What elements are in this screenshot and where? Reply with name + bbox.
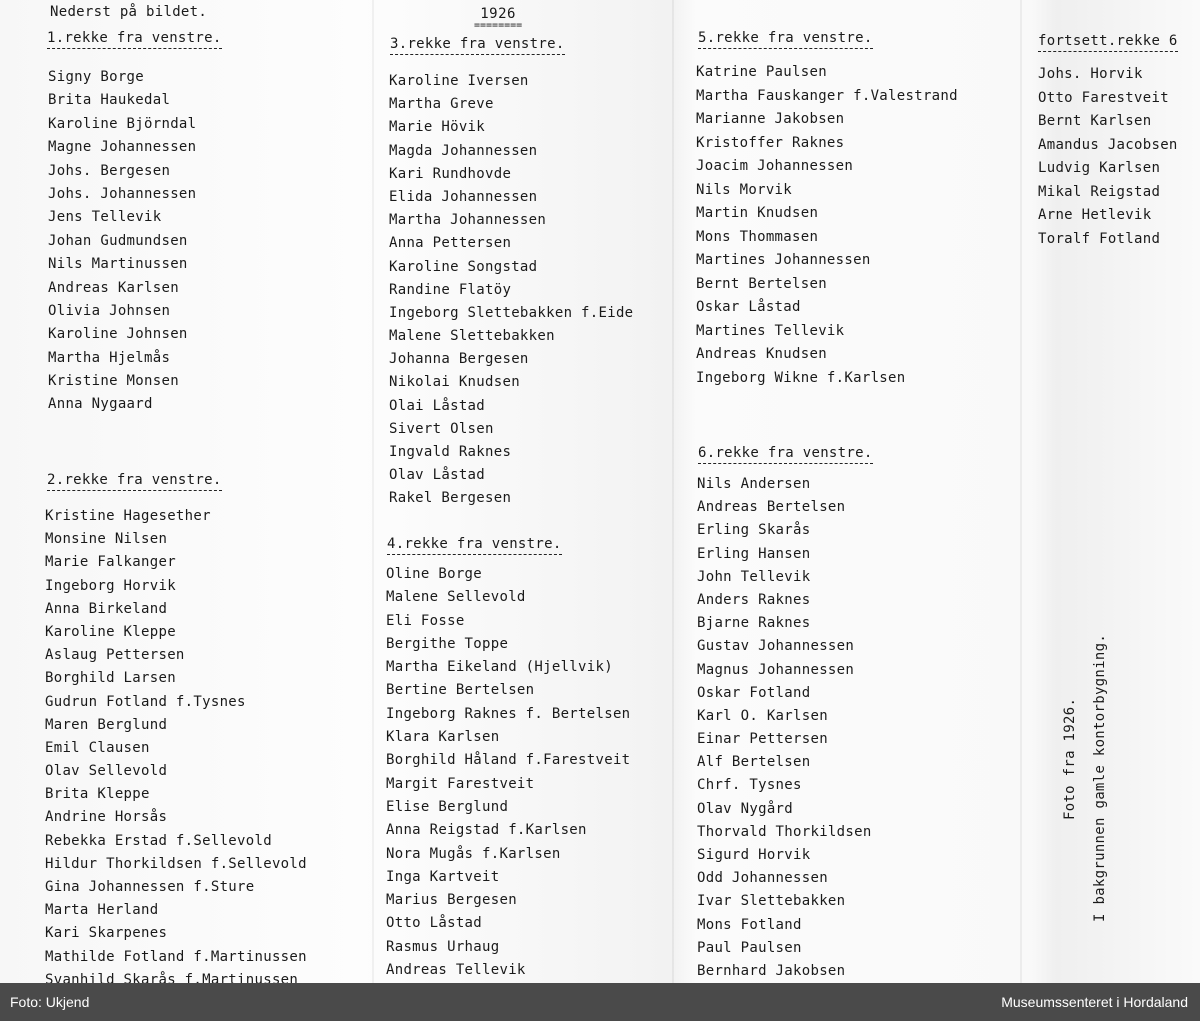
person-name: Bjarne Raknes xyxy=(697,615,811,632)
person-name: Nikolai Knudsen xyxy=(389,374,520,391)
person-name: Elida Johannessen xyxy=(389,188,538,205)
person-name: Sigurd Horvik xyxy=(697,847,811,863)
person-name: Chrf. Tysnes xyxy=(697,777,802,794)
person-name: Olav Låstad xyxy=(389,467,486,484)
person-name: Nils Andersen xyxy=(697,476,811,492)
person-name: Anders Raknes xyxy=(697,591,811,608)
person-name: Randine Flatöy xyxy=(389,281,512,298)
person-name: Borghild Håland f.Farestveit xyxy=(386,752,631,769)
name-list-row-3 xyxy=(389,73,633,514)
person-name: Marie Falkanger xyxy=(45,554,176,571)
person-name: Brita Haukedal xyxy=(48,92,171,109)
person-name: Karl O. Karlsen xyxy=(697,707,828,724)
person-name: Magda Johannessen xyxy=(389,142,538,159)
person-name: Joacim Johannessen xyxy=(696,158,854,174)
person-name: Mons Thommasen xyxy=(696,228,819,245)
person-name: Karoline Björndal xyxy=(48,115,197,132)
person-name: Kari Skarpenes xyxy=(45,925,168,942)
person-name: Ingeborg Horvik xyxy=(45,577,176,594)
row-heading-1: 1.rekke fra venstre. xyxy=(47,30,222,46)
person-name: Magnus Johannessen xyxy=(697,661,855,678)
person-name: Brita Kleppe xyxy=(45,786,150,803)
person-name: Eli Fosse xyxy=(386,612,465,629)
person-name: Martha Hjelmås xyxy=(48,349,171,366)
person-name: Andreas Knudsen xyxy=(696,346,827,362)
person-name: Martines Johannessen xyxy=(696,252,871,268)
person-name: Ingeborg Wikne f.Karlsen xyxy=(696,369,906,386)
person-name: Margit Farestveit xyxy=(386,775,535,792)
person-name: Kristine Hagesether xyxy=(45,508,211,524)
name-list-row-6 xyxy=(697,476,872,983)
person-name: Johan Gudmundsen xyxy=(48,232,188,249)
person-name: Andreas Bertelsen xyxy=(697,499,846,516)
person-name: Inga Kartveit xyxy=(386,868,500,885)
person-name: Rakel Bergesen xyxy=(389,490,512,507)
person-name: Marie Hövik xyxy=(389,119,486,136)
photo-credit: Foto: Ukjend xyxy=(10,994,90,1010)
person-name: Johs. Bergesen xyxy=(48,162,171,179)
person-name: Martines Tellevik xyxy=(696,322,845,339)
person-name: Martha Eikeland (Hjellvik) xyxy=(386,659,613,676)
person-name: Otto Låstad xyxy=(386,915,483,932)
person-name: Karoline Songstad xyxy=(389,258,538,275)
fold-line xyxy=(672,0,674,983)
fold-line xyxy=(372,0,374,983)
person-name: Mons Fotland xyxy=(697,916,802,933)
person-name: Karoline Johnsen xyxy=(48,326,188,343)
person-name: Paul Paulsen xyxy=(697,939,802,956)
person-name: Gudrun Fotland f.Tysnes xyxy=(45,693,246,710)
person-name: Olivia Johnsen xyxy=(48,302,171,319)
person-name: Sivert Olsen xyxy=(389,420,494,437)
intro-text: Nederst på bildet. xyxy=(50,4,208,20)
person-name: Ludvig Karlsen xyxy=(1038,160,1161,176)
year-underline: ======== xyxy=(474,20,523,31)
person-name: Borghild Larsen xyxy=(45,670,176,687)
person-name: Johs. Johannessen xyxy=(48,185,197,202)
person-name: Kari Rundhovde xyxy=(389,165,512,182)
person-name: Nora Mugås f.Karlsen xyxy=(386,845,561,862)
person-name: Mikal Reigstad xyxy=(1038,183,1161,200)
person-name: Anna Birkeland xyxy=(45,600,168,617)
row-heading-5: 5.rekke fra venstre. xyxy=(698,30,873,46)
person-name: Kristine Monsen xyxy=(48,373,179,390)
year-heading xyxy=(474,6,522,30)
person-name: Erling Skarås xyxy=(697,522,811,539)
person-name: Signy Borge xyxy=(48,69,145,85)
person-name: Otto Farestveit xyxy=(1038,89,1169,106)
background-note: I bakgrunnen gamle kontorbygning. xyxy=(1092,633,1108,922)
person-name: Bernt Bertelsen xyxy=(696,275,827,292)
person-name: Rebekka Erstad f.Sellevold xyxy=(45,832,272,849)
person-name: Arne Hetlevik xyxy=(1038,207,1152,223)
person-name: Oline Borge xyxy=(386,566,483,582)
person-name: Einar Pettersen xyxy=(697,731,828,748)
person-name: Erling Hansen xyxy=(697,545,811,562)
person-name: Marianne Jakobsen xyxy=(696,111,845,127)
person-name: Martha Fauskanger f.Valestrand xyxy=(696,87,958,104)
person-name: Olai Låstad xyxy=(389,397,486,414)
footer-bar xyxy=(0,983,1200,1021)
person-name: Maren Berglund xyxy=(45,716,168,733)
person-name: Svanhild Skarås f.Martinussen xyxy=(45,971,299,983)
person-name: Karoline Kleppe xyxy=(45,623,176,640)
person-name: Malene Sellevold xyxy=(386,589,526,606)
person-name: Jens Tellevik xyxy=(48,209,162,226)
person-name: Odd Johannessen xyxy=(697,870,828,887)
row-heading-6-continued: fortsett.rekke 6 xyxy=(1038,33,1178,49)
name-list-row-6-continued xyxy=(1038,66,1178,254)
person-name: Amandus Jacobsen xyxy=(1038,136,1178,153)
person-name: Andreas Karlsen xyxy=(48,279,179,296)
person-name: Gina Johannessen f.Sture xyxy=(45,879,255,895)
person-name: Malene Slettebakken xyxy=(389,328,555,345)
person-name: Rasmus Urhaug xyxy=(386,938,500,955)
row-heading-4: 4.rekke fra venstre. xyxy=(387,536,562,552)
person-name: Martha Johannessen xyxy=(389,212,547,229)
row-heading-2: 2.rekke fra venstre. xyxy=(47,472,222,488)
person-name: John Tellevik xyxy=(697,568,811,585)
photo-year-note: Foto fra 1926. xyxy=(1062,697,1078,820)
person-name: Thorvald Thorkildsen xyxy=(697,823,872,840)
person-name: Ingeborg Slettebakken f.Eide xyxy=(389,304,634,321)
year-text: 1926 xyxy=(480,6,516,22)
person-name: Kristoffer Raknes xyxy=(696,134,845,151)
person-name: Elise Berglund xyxy=(386,798,509,815)
institution-name: Museumssenteret i Hordaland xyxy=(1001,994,1188,1010)
person-name: Martin Knudsen xyxy=(696,205,819,221)
person-name: Johanna Bergesen xyxy=(389,351,529,368)
person-name: Bernt Karlsen xyxy=(1038,113,1152,129)
person-name: Alf Bertelsen xyxy=(697,754,811,771)
person-name: Ingeborg Raknes f. Bertelsen xyxy=(386,705,631,722)
person-name: Monsine Nilsen xyxy=(45,531,168,548)
person-name: Andreas Tellevik xyxy=(386,962,526,979)
person-name: Mathilde Fotland f.Martinussen xyxy=(45,948,307,965)
person-name: Oskar Fotland xyxy=(697,684,811,701)
person-name: Katrine Paulsen xyxy=(696,64,827,80)
person-name: Gustav Johannessen xyxy=(697,638,855,655)
person-name: Anna Reigstad f.Karlsen xyxy=(386,822,587,839)
person-name: Oskar Låstad xyxy=(696,299,801,315)
person-name: Magne Johannessen xyxy=(48,139,197,156)
person-name: Nils Martinussen xyxy=(48,256,188,273)
name-list-row-5 xyxy=(696,64,958,393)
name-list-row-1 xyxy=(48,69,196,420)
person-name: Ivar Slettebakken xyxy=(697,893,846,910)
fold-line xyxy=(1020,0,1022,983)
person-name: Bertine Bertelsen xyxy=(386,682,535,699)
person-name: Toralf Fotland xyxy=(1038,230,1161,247)
person-name: Marta Herland xyxy=(45,902,159,919)
person-name: Andrine Horsås xyxy=(45,809,168,826)
person-name: Marius Bergesen xyxy=(386,892,517,909)
person-name: Anna Nygaard xyxy=(48,396,153,413)
person-name: Klara Karlsen xyxy=(386,729,500,746)
row-heading-3: 3.rekke fra venstre. xyxy=(390,36,565,52)
person-name: Johs. Horvik xyxy=(1038,66,1143,82)
person-name: Hildur Thorkildsen f.Sellevold xyxy=(45,855,307,872)
person-name: Olav Sellevold xyxy=(45,763,168,780)
person-name: Karoline Iversen xyxy=(389,73,529,89)
name-list-row-4 xyxy=(386,566,630,983)
person-name: Emil Clausen xyxy=(45,739,150,756)
person-name: Bergithe Toppe xyxy=(386,635,509,652)
person-name: Nils Morvik xyxy=(696,181,793,198)
person-name: Anna Pettersen xyxy=(389,235,512,252)
person-name: Aslaug Pettersen xyxy=(45,647,185,664)
name-list-row-2 xyxy=(45,508,307,983)
person-name: Ingvald Raknes xyxy=(389,444,512,460)
person-name: Bernhard Jakobsen xyxy=(697,962,846,979)
person-name: Olav Nygård xyxy=(697,800,794,817)
person-name: Martha Greve xyxy=(389,96,494,113)
row-heading-6: 6.rekke fra venstre. xyxy=(698,445,873,461)
